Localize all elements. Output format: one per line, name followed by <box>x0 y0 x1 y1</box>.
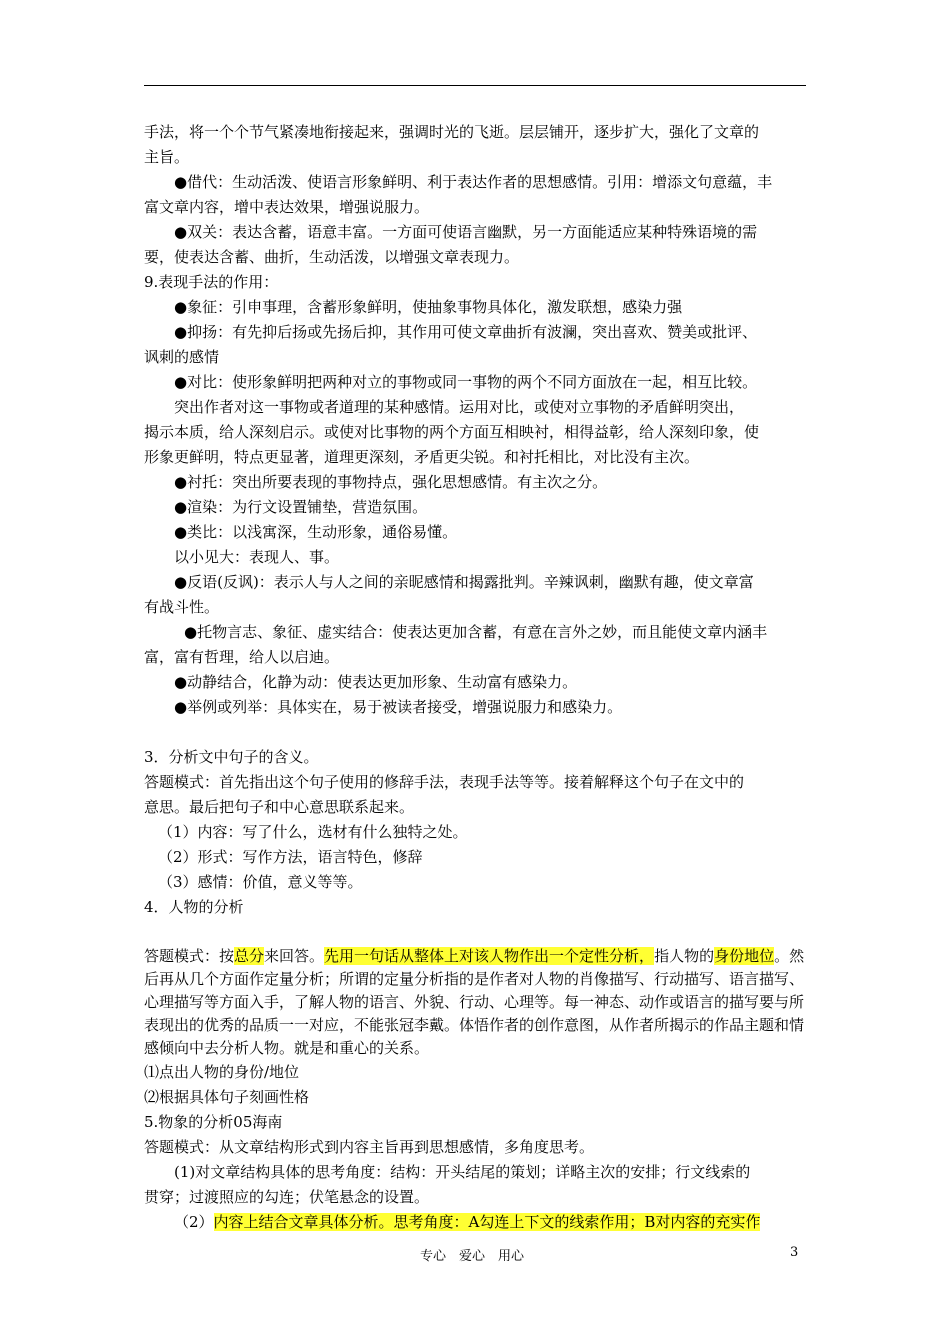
body-line: 要，使表达含蓄、曲折，生动活泼，以增强文章表现力。 <box>144 248 520 266</box>
body-line: 贯穿；过渡照应的勾连；伏笔悬念的设置。 <box>144 1188 430 1206</box>
body-line: 讽刺的感情 <box>144 348 220 366</box>
list-item: （3）感情：价值，意义等等。 <box>158 873 363 891</box>
body-line: 答题模式：首先指出这个句子使用的修辞手法，表现手法等等。接着解释这个句子在文中的 <box>144 773 745 791</box>
list-item: （1）内容：写了什么，选材有什么独特之处。 <box>158 823 468 841</box>
bullet-item: ●象征：引申事理，含蓄形象鲜明，使抽象事物具体化，激发联想，感染力强 <box>174 298 683 316</box>
body-line: 有战斗性。 <box>144 598 220 616</box>
bullet-item: ●衬托：突出所要表现的事物持点，强化思想感情。有主次之分。 <box>174 473 608 491</box>
bullet-item: ●借代：生动活泼、使语言形象鲜明、利于表达作者的思想感情。引用：增添文句意蕴，丰 <box>174 173 773 191</box>
highlighted-text: 身份 <box>714 947 745 965</box>
highlighted-text: 总分 <box>234 947 265 965</box>
body-line: 富文章内容，增中表达效果，增强说服力。 <box>144 198 430 216</box>
blank-line <box>144 720 808 745</box>
body-line: 富，富有哲理，给人以启迪。 <box>144 648 340 666</box>
list-item: (1)对文章结构具体的思考角度：结构：开头结尾的策划；详略主次的安排；行文线索的 <box>174 1163 751 1181</box>
footer-motto: 专心 爱心 用心 <box>420 1249 525 1264</box>
body-line: 手法，将一个个节气紧凑地衔接起来，强调时光的飞逝。层层铺开，逐步扩大，强化了文章的 <box>144 123 760 141</box>
bullet-item: ●双关：表达含蓄，语意丰富。一方面可使语言幽默，另一方面能适应某种特殊语境的需 <box>174 223 758 241</box>
list-item: ⑵根据具体句子刻画性格 <box>144 1088 310 1106</box>
blank-line <box>144 920 808 945</box>
body-line: 突出作者对这一事物或者道理的某种感情。运用对比，或使对立事物的矛盾鲜明突出， <box>174 398 745 416</box>
list-item <box>144 1210 808 1235</box>
body-line: 揭示本质，给人深刻启示。或使对比事物的两个方面互相映衬，相得益彰，给人深刻印象，使 <box>144 423 760 441</box>
section-heading: 5.物象的分析05海南 <box>144 1113 283 1131</box>
bullet-item: ●托物言志、象征、虚实结合：使表达更加含蓄，有意在言外之妙，而且能使文章内涵丰 <box>184 623 768 641</box>
bullet-item: ●动静结合，化静为动：使表达更加形象、生动富有感染力。 <box>174 673 578 691</box>
bullet-item: ●类比：以浅寓深，生动形象，通俗易懂。 <box>174 523 458 541</box>
body-line: 主旨。 <box>144 148 190 166</box>
text-run: 指人物的 <box>654 947 715 965</box>
text-run: （2） <box>174 1213 214 1231</box>
section-heading: 3．分析文中句子的含义。 <box>144 748 319 766</box>
list-item: ⑴点出人物的身份/地位 <box>144 1063 300 1081</box>
body-line: 以小见大：表现人、事。 <box>174 548 340 566</box>
bullet-item: ●对比：使形象鲜明把两种对立的事物或同一事物的两个不同方面放在一起，相互比较。 <box>174 373 758 391</box>
text-run: 答题模式：按 <box>144 947 235 965</box>
header-rule <box>144 85 806 86</box>
character-analysis-paragraph <box>144 945 808 1060</box>
highlighted-text: 先用一句话从整体上对该人物作出一个定性分析， <box>324 947 655 965</box>
bullet-item: ●抑扬：有先抑后扬或先扬后抑，其作用可使文章曲折有波澜，突出喜欢、赞美或批评、 <box>174 323 758 341</box>
list-item: （2）形式：写作方法，语言特色，修辞 <box>158 848 423 866</box>
bullet-item: ●举例或列举：具体实在，易于被读者接受，增强说服力和感染力。 <box>174 698 623 716</box>
text-run: 。然后再从几个方面作定量分析；所谓的定量分析指的是作者对人物的肖像描写、行动描写、语言描写、心理描写等方面入手，了解人物的语言、外貌、行动、心理等。每一神态、动作或语言的描写要与所表现出的优秀的品质一一对应，不能张冠李戴。体悟作者的创作意图，从作者所揭示的作品主题和情感倾向中去分析人物。就是和重心的关系。 <box>144 947 805 1057</box>
body-line: 答题模式：从文章结构形式到内容主旨再到思想感情，多角度思考。 <box>144 1138 595 1156</box>
page-number: 3 <box>790 1245 799 1260</box>
section-heading: 9.表现手法的作用： <box>144 273 279 291</box>
bullet-item: ●渲染：为行文设置铺垫，营造氛围。 <box>174 498 428 516</box>
highlighted-text: 内容上结合文章具体分析。思考角度：A勾连上下文的线索作用；B对内容的充实作 <box>213 1213 761 1231</box>
body-line: 意思。最后把句子和中心意思联系起来。 <box>144 798 415 816</box>
highlighted-text: 地位 <box>744 947 775 965</box>
section-heading: 4．人物的分析 <box>144 898 244 916</box>
body-line: 形象更鲜明，特点更显著，道理更深刻，矛盾更尖锐。和衬托相比，对比没有主次。 <box>144 448 700 466</box>
document-body <box>144 120 808 1235</box>
text-run: 来回答。 <box>264 947 325 965</box>
bullet-item: ●反语(反讽)：表示人与人之间的亲昵感情和揭露批判。辛辣讽刺，幽默有趣，使文章富 <box>174 573 754 591</box>
